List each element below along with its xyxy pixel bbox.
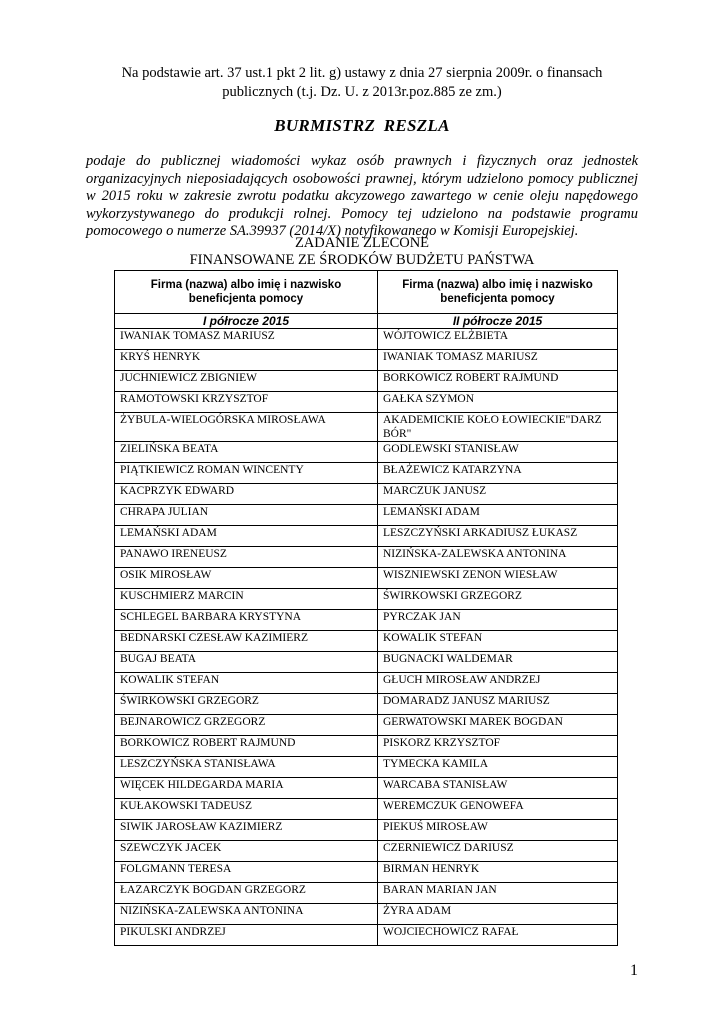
table-row: [115, 757, 618, 778]
beneficiaries-table: [114, 270, 618, 946]
beneficiary-first-half: WIĘCEK HILDEGARDA MARIA: [115, 778, 378, 799]
subtitle-task: ZADANIE ZLECONE: [294, 235, 430, 251]
beneficiary-second-half: BŁAŻEWICZ KATARZYNA: [378, 463, 618, 484]
table-row: [115, 413, 618, 442]
table-row: [115, 589, 618, 610]
beneficiary-first-half: ZIELIŃSKA BEATA: [115, 442, 378, 463]
beneficiary-first-half: SIWIK JAROSŁAW KAZIMIERZ: [115, 820, 378, 841]
beneficiary-first-half: BORKOWICZ ROBERT RAJMUND: [115, 736, 378, 757]
table-period-row: [115, 314, 618, 329]
beneficiary-first-half: JUCHNIEWICZ ZBIGNIEW: [115, 371, 378, 392]
table-row: [115, 442, 618, 463]
table-row: [115, 484, 618, 505]
column-header-first-half: Firma (nazwa) albo imię i nazwisko beneficjenta pomocy: [115, 271, 378, 314]
table-row: [115, 904, 618, 925]
beneficiary-second-half: GŁUCH MIROSŁAW ANDRZEJ: [378, 673, 618, 694]
beneficiary-second-half: WISZNIEWSKI ZENON WIESŁAW: [378, 568, 618, 589]
beneficiary-first-half: LESZCZYŃSKA STANISŁAWA: [115, 757, 378, 778]
beneficiary-second-half: BUGNACKI WALDEMAR: [378, 652, 618, 673]
table-row: [115, 350, 618, 371]
table-row: [115, 862, 618, 883]
beneficiary-second-half: MARCZUK JANUSZ: [378, 484, 618, 505]
page-number: 1: [630, 962, 638, 979]
table-row: [115, 371, 618, 392]
beneficiary-second-half: PISKORZ KRZYSZTOF: [378, 736, 618, 757]
beneficiary-second-half: WOJCIECHOWICZ RAFAŁ: [378, 925, 618, 946]
beneficiary-second-half: PIEKUŚ MIROSŁAW: [378, 820, 618, 841]
beneficiary-second-half: ŻYRA ADAM: [378, 904, 618, 925]
beneficiary-first-half: ŚWIRKOWSKI GRZEGORZ: [115, 694, 378, 715]
authority-title: BURMISTRZ RESZLA: [274, 116, 450, 135]
beneficiary-first-half: ŁAZARCZYK BOGDAN GRZEGORZ: [115, 883, 378, 904]
beneficiary-second-half: BIRMAN HENRYK: [378, 862, 618, 883]
beneficiary-second-half: AKADEMICKIE KOŁO ŁOWIECKIE"DARZ BÓR": [378, 413, 618, 442]
legal-basis: Na podstawie art. 37 ust.1 pkt 2 lit. g) ustawy z dnia 27 sierpnia 2009r. o finansach publicznych (t.j. Dz. U. z 2013r.poz.885 ze zm.): [121, 65, 603, 100]
table-row: [115, 631, 618, 652]
beneficiary-second-half: GERWATOWSKI MAREK BOGDAN: [378, 715, 618, 736]
table-row: [115, 568, 618, 589]
beneficiary-first-half: PIKULSKI ANDRZEJ: [115, 925, 378, 946]
beneficiary-first-half: OSIK MIROSŁAW: [115, 568, 378, 589]
beneficiary-second-half: DOMARADZ JANUSZ MARIUSZ: [378, 694, 618, 715]
table-row: [115, 925, 618, 946]
beneficiary-first-half: IWANIAK TOMASZ MARIUSZ: [115, 329, 378, 350]
beneficiary-second-half: GAŁKA SZYMON: [378, 392, 618, 413]
column-header-second-half: Firma (nazwa) albo imię i nazwisko beneficjenta pomocy: [378, 271, 618, 314]
table-row: [115, 694, 618, 715]
beneficiary-second-half: BORKOWICZ ROBERT RAJMUND: [378, 371, 618, 392]
beneficiary-first-half: LEMAŃSKI ADAM: [115, 526, 378, 547]
beneficiary-second-half: WEREMCZUK GENOWEFA: [378, 799, 618, 820]
beneficiary-first-half: ŻYBULA-WIELOGÓRSKA MIROSŁAWA: [115, 413, 378, 442]
beneficiary-second-half: GODLEWSKI STANISŁAW: [378, 442, 618, 463]
table-row: [115, 610, 618, 631]
beneficiary-second-half: TYMECKA KAMILA: [378, 757, 618, 778]
table-row: [115, 799, 618, 820]
table-body: [115, 329, 618, 946]
table-row: [115, 392, 618, 413]
beneficiary-first-half: BEJNAROWICZ GRZEGORZ: [115, 715, 378, 736]
beneficiary-first-half: SZEWCZYK JACEK: [115, 841, 378, 862]
table-row: [115, 736, 618, 757]
period-first-half: I półrocze 2015: [115, 314, 378, 329]
table-row: [115, 841, 618, 862]
table-row: [115, 820, 618, 841]
beneficiary-second-half: ŚWIRKOWSKI GRZEGORZ: [378, 589, 618, 610]
beneficiary-second-half: WÓJTOWICZ ELŻBIETA: [378, 329, 618, 350]
beneficiary-first-half: PIĄTKIEWICZ ROMAN WINCENTY: [115, 463, 378, 484]
subtitle-funding: FINANSOWANE ZE ŚRODKÓW BUDŻETU PAŃSTWA: [189, 252, 535, 268]
beneficiary-first-half: FOLGMANN TERESA: [115, 862, 378, 883]
table-row: [115, 652, 618, 673]
beneficiary-first-half: KRYŚ HENRYK: [115, 350, 378, 371]
beneficiary-first-half: KOWALIK STEFAN: [115, 673, 378, 694]
period-second-half: II półrocze 2015: [378, 314, 618, 329]
table-row: [115, 715, 618, 736]
beneficiary-first-half: BUGAJ BEATA: [115, 652, 378, 673]
beneficiary-second-half: WARCABA STANISŁAW: [378, 778, 618, 799]
table-row: [115, 547, 618, 568]
table-row: [115, 526, 618, 547]
beneficiary-second-half: PYRCZAK JAN: [378, 610, 618, 631]
table-row: [115, 505, 618, 526]
beneficiary-first-half: SCHLEGEL BARBARA KRYSTYNA: [115, 610, 378, 631]
beneficiary-first-half: CHRAPA JULIAN: [115, 505, 378, 526]
beneficiary-first-half: PANAWO IRENEUSZ: [115, 547, 378, 568]
table-row: [115, 778, 618, 799]
table-header-row: [115, 271, 618, 314]
beneficiary-first-half: NIZIŃSKA-ZALEWSKA ANTONINA: [115, 904, 378, 925]
beneficiary-first-half: BEDNARSKI CZESŁAW KAZIMIERZ: [115, 631, 378, 652]
table-row: [115, 329, 618, 350]
table-row: [115, 673, 618, 694]
beneficiary-first-half: KUŁAKOWSKI TADEUSZ: [115, 799, 378, 820]
beneficiary-first-half: KUSCHMIERZ MARCIN: [115, 589, 378, 610]
beneficiary-second-half: CZERNIEWICZ DARIUSZ: [378, 841, 618, 862]
table-row: [115, 463, 618, 484]
beneficiary-second-half: IWANIAK TOMASZ MARIUSZ: [378, 350, 618, 371]
beneficiary-second-half: LESZCZYŃSKI ARKADIUSZ ŁUKASZ: [378, 526, 618, 547]
beneficiary-second-half: KOWALIK STEFAN: [378, 631, 618, 652]
beneficiary-second-half: LEMAŃSKI ADAM: [378, 505, 618, 526]
table-row: [115, 883, 618, 904]
beneficiary-first-half: KACPRZYK EDWARD: [115, 484, 378, 505]
intro-paragraph: podaje do publicznej wiadomości wykaz osób prawnych i fizycznych oraz jednostek organizacyjnych nieposiadających osobowości prawnej, którym udzielono pomocy publicznej w 2015 roku w zakresie zwrotu podatku akcyzowego zawartego w cenie oleju napędowego wykorzystywanego do produkcji rolnej. Pomocy tej udzielono na podstawie programu pomocowego o numerze SA.39937 (2014/X) notyfikowanego w Komisji Europejskiej.: [86, 153, 638, 239]
beneficiary-first-half: RAMOTOWSKI KRZYSZTOF: [115, 392, 378, 413]
beneficiary-second-half: NIZIŃSKA-ZALEWSKA ANTONINA: [378, 547, 618, 568]
beneficiary-second-half: BARAN MARIAN JAN: [378, 883, 618, 904]
